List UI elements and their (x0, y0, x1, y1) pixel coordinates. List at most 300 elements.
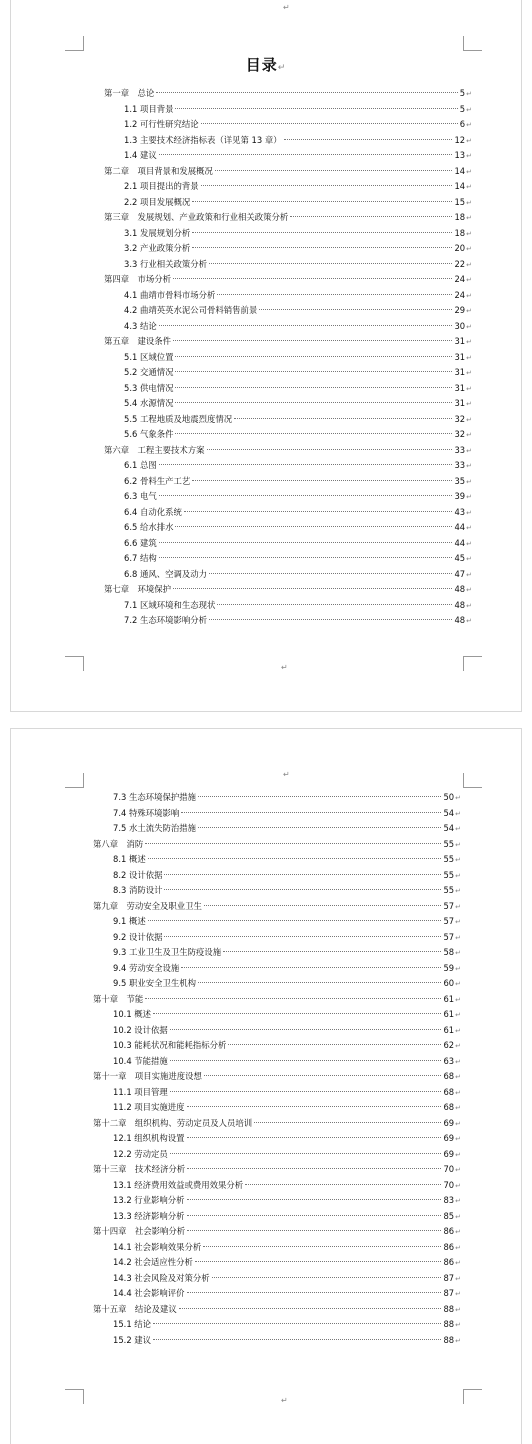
toc-page-number: 24 (454, 274, 466, 284)
dot-leader (179, 1308, 442, 1309)
toc-entry-label: 7.5 水土流失防治措施 (113, 823, 196, 833)
dot-leader (209, 263, 452, 264)
paragraph-mark: ↵ (466, 431, 472, 439)
toc-entry-label: 6.5 给水排水 (124, 522, 174, 532)
toc-chapter-entry[interactable] (104, 582, 472, 598)
toc-entry-label: 6.4 自动化系统 (124, 506, 182, 517)
dot-leader (215, 170, 453, 171)
dot-leader (204, 905, 442, 906)
toc-page-number: 39 (454, 491, 466, 501)
paragraph-mark: ↵ (466, 167, 472, 176)
toc-section-entry[interactable] (104, 598, 472, 614)
dot-leader (212, 1277, 442, 1278)
toc-section-entry[interactable] (104, 551, 472, 567)
toc-entry-label: 12.1 组织机构设置 (113, 1133, 185, 1143)
paragraph-mark: ↵ (455, 1026, 461, 1035)
toc-title (11, 54, 521, 75)
toc-page-number: 31 (454, 351, 466, 362)
toc-page-number: 47 (454, 568, 466, 579)
toc-section-entry[interactable] (104, 520, 472, 536)
toc-entry-label: 7.1 区域环境和生态现状 (124, 599, 216, 610)
dot-leader (217, 294, 452, 295)
toc-section-entry[interactable] (93, 883, 461, 899)
dot-leader (228, 1044, 441, 1045)
page-gap (0, 712, 532, 728)
toc-section-entry[interactable] (93, 1209, 461, 1225)
paragraph-mark: ↵ (466, 245, 472, 253)
toc-chapter-entry[interactable] (93, 1302, 461, 1318)
dot-leader (173, 278, 452, 279)
toc-section-entry[interactable] (104, 148, 472, 164)
toc-section-entry[interactable] (104, 179, 472, 195)
toc-section-entry[interactable] (93, 1271, 461, 1287)
dot-leader (198, 982, 441, 983)
toc-page-number: 86 (443, 1257, 455, 1267)
toc-entry-label: 11.1 项目管理 (113, 1086, 168, 1097)
toc-entry-label: 7.4 特殊环境影响 (113, 807, 180, 818)
dot-leader (156, 92, 458, 93)
toc-section-entry[interactable] (93, 1100, 461, 1116)
toc-page-number: 58 (443, 947, 455, 957)
toc-page-number: 68 (443, 1102, 455, 1112)
toc-page-number: 63 (443, 1055, 455, 1066)
toc-section-entry[interactable] (93, 976, 461, 992)
toc-page-number: 32 (454, 413, 466, 424)
toc-section-entry[interactable] (93, 852, 461, 868)
dot-leader (217, 604, 452, 605)
toc-section-entry[interactable] (104, 613, 472, 629)
paragraph-mark: ↵ (466, 121, 472, 129)
toc-section-entry[interactable] (104, 427, 472, 443)
toc-chapter-entry[interactable] (104, 210, 472, 226)
toc-section-entry[interactable] (93, 1085, 461, 1101)
toc-section-entry[interactable] (93, 1178, 461, 1194)
toc-entry-label: 10.4 节能措施 (113, 1055, 168, 1066)
dot-leader (254, 1122, 441, 1123)
toc-section-entry[interactable] (93, 1054, 461, 1070)
paragraph-mark: ↵ (281, 1396, 288, 1405)
dot-leader (175, 356, 452, 357)
toc-page-number: 18 (454, 212, 466, 222)
toc-chapter-entry[interactable] (93, 1116, 461, 1132)
toc-entry-label: 第十二章 组织机构、劳动定员及人员培训 (93, 1117, 253, 1128)
dot-leader (181, 967, 441, 968)
dot-leader (203, 1246, 441, 1247)
toc-page-number: 33 (454, 460, 466, 470)
dot-leader (148, 920, 442, 921)
toc-page-number: 88 (443, 1319, 455, 1329)
dot-leader (187, 1106, 442, 1107)
dot-leader (153, 1339, 441, 1340)
toc-page-number: 48 (454, 599, 466, 610)
toc-chapter-entry[interactable] (93, 1224, 461, 1240)
toc-entry-label: 6.6 建筑 (124, 537, 157, 548)
dot-leader (159, 495, 453, 496)
paragraph-mark: ↵ (466, 508, 472, 517)
toc-page-number: 86 (443, 1241, 455, 1252)
paragraph-mark: ↵ (455, 825, 461, 833)
paragraph-mark: ↵ (455, 1305, 461, 1314)
toc-chapter-entry[interactable] (104, 164, 472, 180)
toc-page-number: 61 (443, 1024, 455, 1035)
dot-leader (207, 449, 453, 450)
toc-section-entry[interactable] (93, 1333, 461, 1349)
toc-page-number: 60 (443, 978, 455, 988)
toc-page-number: 14 (454, 165, 466, 176)
toc-chapter-entry[interactable] (93, 899, 461, 915)
dot-leader (170, 1091, 442, 1092)
toc-section-entry[interactable] (104, 489, 472, 505)
toc-page-number: 48 (454, 584, 466, 594)
toc-page-number: 87 (443, 1288, 455, 1298)
paragraph-mark: ↵ (466, 415, 472, 424)
table-of-contents (104, 86, 472, 629)
toc-section-entry[interactable] (104, 303, 472, 319)
paragraph-mark: ↵ (466, 369, 472, 377)
dot-leader (187, 1215, 442, 1216)
paragraph-mark: ↵ (466, 462, 472, 470)
toc-entry-label: 7.2 生态环境影响分析 (124, 615, 207, 625)
toc-page-number: 55 (443, 885, 455, 895)
toc-page-number: 83 (443, 1195, 455, 1205)
toc-entry-label: 5.6 气象条件 (124, 429, 174, 439)
toc-entry-label: 第八章 消防 (93, 838, 144, 849)
toc-page-number: 48 (454, 615, 466, 625)
toc-entry-label: 3.3 行业相关政策分析 (124, 258, 207, 269)
toc-page-number: 69 (443, 1148, 455, 1159)
toc-page-number: 22 (454, 258, 466, 269)
paragraph-mark: ↵ (455, 1290, 461, 1298)
toc-chapter-entry[interactable] (93, 837, 461, 853)
paragraph-mark: ↵ (455, 1228, 461, 1236)
toc-chapter-entry[interactable] (104, 86, 472, 102)
dot-leader (170, 1153, 442, 1154)
margin-corner-mark (65, 36, 84, 51)
paragraph-mark: ↵ (455, 1088, 461, 1097)
toc-entry-label: 第五章 建设条件 (104, 336, 171, 346)
margin-corner-mark (463, 773, 482, 788)
paragraph-mark: ↵ (455, 1243, 461, 1252)
toc-entry-label: 1.2 可行性研究结论 (124, 119, 199, 129)
toc-entry-label: 9.4 劳动安全设施 (113, 962, 180, 973)
toc-page-number: 61 (443, 1009, 455, 1019)
toc-section-entry[interactable] (104, 505, 472, 521)
toc-entry-label: 9.2 设计依据 (113, 931, 163, 942)
toc-entry-label: 2.1 项目提出的背景 (124, 181, 199, 191)
toc-section-entry[interactable] (104, 241, 472, 257)
dot-leader (175, 402, 452, 403)
toc-section-entry[interactable] (104, 226, 472, 242)
toc-page-number: 29 (454, 305, 466, 315)
paragraph-mark: ↵ (466, 353, 472, 362)
dot-leader (145, 843, 441, 844)
toc-section-entry[interactable] (104, 288, 472, 304)
toc-section-entry[interactable] (104, 381, 472, 397)
toc-entry-label: 13.3 经济影响分析 (113, 1210, 185, 1221)
toc-entry-label: 第一章 总论 (104, 88, 155, 98)
toc-section-entry[interactable] (93, 1038, 461, 1054)
dot-leader (187, 1137, 442, 1138)
toc-page-number: 69 (443, 1117, 455, 1128)
toc-section-entry[interactable] (93, 1317, 461, 1333)
paragraph-mark: ↵ (455, 995, 461, 1004)
toc-section-entry[interactable] (104, 102, 472, 118)
paragraph-mark: ↵ (466, 338, 472, 346)
toc-entry-label: 6.8 通风、空调及动力 (124, 568, 207, 579)
toc-entry-label: 4.2 曲靖英英水泥公司骨料销售前景 (124, 305, 258, 315)
toc-page-number: 45 (454, 553, 466, 563)
paragraph-mark: ↵ (466, 493, 472, 501)
paragraph-mark: ↵ (455, 902, 461, 911)
toc-section-entry[interactable] (104, 117, 472, 133)
toc-entry-label: 第十三章 技术经济分析 (93, 1164, 186, 1174)
toc-entry-label: 5.3 供电情况 (124, 382, 174, 393)
toc-entry-label: 13.1 经济费用效益或费用效果分析 (113, 1179, 244, 1190)
margin-corner-mark (65, 1389, 84, 1404)
toc-entry-label: 7.3 生态环境保护措施 (113, 792, 196, 802)
toc-entry-label: 6.2 骨料生产工艺 (124, 475, 191, 486)
toc-entry-label: 1.3 主要技术经济指标表（详见第 13 章） (124, 134, 282, 145)
dot-leader (192, 247, 452, 248)
toc-entry-label: 2.2 项目发展概况 (124, 196, 191, 207)
dot-leader (192, 201, 452, 202)
toc-section-entry[interactable] (93, 914, 461, 930)
dot-leader (175, 371, 452, 372)
paragraph-mark: ↵ (283, 770, 290, 779)
toc-entry-label: 1.4 建议 (124, 150, 157, 160)
dot-leader (175, 526, 452, 527)
toc-section-entry[interactable] (93, 1147, 461, 1163)
toc-section-entry[interactable] (104, 195, 472, 211)
toc-entry-label: 第四章 市场分析 (104, 274, 171, 284)
toc-section-entry[interactable] (93, 1023, 461, 1039)
toc-entry-label: 8.3 消防设计 (113, 885, 163, 895)
toc-section-entry[interactable] (93, 1286, 461, 1302)
toc-entry-label: 4.3 结论 (124, 320, 157, 331)
toc-section-entry[interactable] (93, 790, 461, 806)
toc-entry-label: 5.5 工程地质及地震烈度情况 (124, 413, 233, 424)
dot-leader (187, 1292, 442, 1293)
paragraph-mark: ↵ (455, 794, 461, 802)
toc-section-entry[interactable] (104, 567, 472, 583)
paragraph-mark: ↵ (283, 3, 290, 12)
dot-leader (195, 1261, 442, 1262)
toc-page-number: 12 (454, 134, 466, 145)
dot-leader (201, 123, 458, 124)
toc-page-number: 68 (443, 1086, 455, 1097)
table-of-contents-continued (93, 790, 461, 1348)
dot-leader (209, 619, 452, 620)
dot-leader (201, 185, 453, 186)
toc-page-number: 55 (443, 869, 455, 880)
dot-leader (164, 889, 441, 890)
dot-leader (175, 108, 457, 109)
toc-page-number: 20 (454, 243, 466, 253)
toc-page-number: 88 (443, 1303, 455, 1314)
dot-leader (209, 573, 452, 574)
toc-section-entry[interactable] (104, 350, 472, 366)
paragraph-mark: ↵ (466, 539, 472, 548)
paragraph-mark: ↵ (466, 90, 472, 98)
paragraph-mark: ↵ (455, 1135, 461, 1143)
toc-entry-label: 15.1 结论 (113, 1319, 152, 1329)
paragraph-mark: ↵ (455, 1073, 461, 1081)
toc-entry-label: 14.1 社会影响效果分析 (113, 1241, 202, 1252)
toc-section-entry[interactable] (104, 133, 472, 149)
toc-entry-label: 13.2 行业影响分析 (113, 1195, 185, 1205)
paragraph-mark: ↵ (466, 276, 472, 284)
toc-section-entry[interactable] (104, 536, 472, 552)
dot-leader (192, 480, 452, 481)
dot-leader (148, 858, 442, 859)
margin-corner-mark (65, 773, 84, 788)
toc-section-entry[interactable] (104, 319, 472, 335)
toc-chapter-entry[interactable] (104, 272, 472, 288)
toc-section-entry[interactable] (93, 806, 461, 822)
toc-page-number: 33 (454, 444, 466, 455)
paragraph-mark: ↵ (466, 229, 472, 238)
dot-leader (159, 154, 453, 155)
dot-leader (198, 827, 441, 828)
toc-page-number: 31 (454, 398, 466, 408)
toc-entry-label: 14.2 社会适应性分析 (113, 1257, 193, 1267)
paragraph-mark: ↵ (466, 260, 472, 269)
dot-leader (290, 216, 452, 217)
paragraph-mark: ↵ (455, 809, 461, 818)
paragraph-mark: ↵ (466, 152, 472, 160)
toc-entry-label: 5.4 水源情况 (124, 398, 174, 408)
toc-section-entry[interactable] (93, 1131, 461, 1147)
paragraph-mark: ↵ (455, 1011, 461, 1019)
dot-leader (159, 325, 453, 326)
paragraph-mark: ↵ (455, 1166, 461, 1174)
toc-page-number: 50 (443, 792, 455, 802)
dot-leader (170, 1060, 442, 1061)
toc-page-number: 14 (454, 181, 466, 191)
toc-entry-label: 3.2 产业政策分析 (124, 243, 191, 253)
toc-chapter-entry[interactable] (93, 1162, 461, 1178)
toc-section-entry[interactable] (93, 821, 461, 837)
toc-entry-label: 9.5 职业安全卫生机构 (113, 978, 196, 988)
toc-entry-label: 第十章 节能 (93, 993, 144, 1004)
toc-entry-label: 8.1 概述 (113, 854, 146, 864)
toc-section-entry[interactable] (104, 257, 472, 273)
paragraph-mark: ↵ (455, 887, 461, 895)
toc-section-entry[interactable] (93, 1007, 461, 1023)
paragraph-mark: ↵ (466, 400, 472, 408)
toc-chapter-entry[interactable] (104, 334, 472, 350)
toc-chapter-entry[interactable] (93, 1069, 461, 1085)
toc-section-entry[interactable] (104, 458, 472, 474)
toc-entry-label: 8.2 设计依据 (113, 869, 163, 880)
paragraph-mark: ↵ (466, 183, 472, 191)
paragraph-mark: ↵ (455, 1119, 461, 1128)
toc-page-number: 30 (454, 320, 466, 331)
paragraph-mark: ↵ (455, 1150, 461, 1159)
toc-section-entry[interactable] (104, 412, 472, 428)
toc-page-number: 5 (459, 88, 466, 98)
toc-section-entry[interactable] (93, 961, 461, 977)
toc-entry-label: 第九章 劳动安全及职业卫生 (93, 900, 202, 911)
toc-section-entry[interactable] (93, 1240, 461, 1256)
toc-page-number: 35 (454, 475, 466, 486)
paragraph-mark: ↵ (455, 1212, 461, 1221)
toc-section-entry[interactable] (93, 945, 461, 961)
paragraph-mark: ↵ (466, 384, 472, 393)
paragraph-mark: ↵ (455, 1321, 461, 1329)
paragraph-mark: ↵ (455, 1104, 461, 1112)
margin-corner-mark (65, 656, 84, 671)
paragraph-mark: ↵ (455, 1197, 461, 1205)
paragraph-mark: ↵ (277, 63, 287, 73)
toc-page-number: 70 (443, 1179, 455, 1190)
toc-page-number: 31 (454, 367, 466, 377)
paragraph-mark: ↵ (466, 291, 472, 300)
toc-title-text: 目录 (245, 56, 278, 74)
toc-section-entry[interactable] (93, 1193, 461, 1209)
paragraph-mark: ↵ (466, 307, 472, 315)
toc-chapter-entry[interactable] (93, 992, 461, 1008)
dot-leader (170, 1029, 442, 1030)
paragraph-mark: ↵ (466, 136, 472, 145)
dot-leader (159, 542, 453, 543)
toc-page-number: 13 (454, 150, 466, 160)
dot-leader (175, 433, 452, 434)
toc-page-number: 15 (454, 196, 466, 207)
toc-page-number: 57 (443, 916, 455, 926)
dot-leader (245, 1184, 441, 1185)
dot-leader (187, 1168, 441, 1169)
dot-leader (184, 511, 453, 512)
document-page-1 (10, 0, 522, 712)
toc-entry-label: 11.2 项目实施进度 (113, 1102, 185, 1112)
dot-leader (204, 1075, 442, 1076)
toc-entry-label: 4.1 曲靖市骨料市场分析 (124, 289, 216, 300)
toc-entry-label: 第二章 项目背景和发展概况 (104, 165, 213, 176)
paragraph-mark: ↵ (466, 617, 472, 625)
toc-page-number: 62 (443, 1040, 455, 1050)
toc-section-entry[interactable] (104, 396, 472, 412)
toc-section-entry[interactable] (104, 474, 472, 490)
toc-section-entry[interactable] (93, 1255, 461, 1271)
dot-leader (164, 936, 441, 937)
dot-leader (153, 1013, 441, 1014)
toc-chapter-entry[interactable] (104, 443, 472, 459)
paragraph-mark: ↵ (466, 477, 472, 486)
paragraph-mark: ↵ (455, 933, 461, 942)
toc-entry-label: 1.1 项目背景 (124, 103, 174, 114)
margin-corner-mark (463, 656, 482, 671)
toc-page-number: 31 (454, 336, 466, 346)
dot-leader (259, 309, 452, 310)
dot-leader (284, 139, 453, 140)
toc-entry-label: 14.3 社会风险及对策分析 (113, 1272, 210, 1283)
dot-leader (159, 557, 453, 558)
paragraph-mark: ↵ (455, 964, 461, 973)
toc-section-entry[interactable] (93, 930, 461, 946)
toc-entry-label: 第三章 发展规划、产业政策和行业相关政策分析 (104, 212, 289, 222)
toc-page-number: 24 (454, 289, 466, 300)
toc-page-number: 57 (443, 900, 455, 911)
toc-page-number: 32 (454, 429, 466, 439)
toc-entry-label: 第六章 工程主要技术方案 (104, 444, 205, 455)
paragraph-mark: ↵ (466, 105, 472, 114)
toc-section-entry[interactable] (93, 868, 461, 884)
toc-page-number: 43 (454, 506, 466, 517)
margin-corner-mark (463, 1389, 482, 1404)
toc-section-entry[interactable] (104, 365, 472, 381)
toc-page-number: 68 (443, 1071, 455, 1081)
